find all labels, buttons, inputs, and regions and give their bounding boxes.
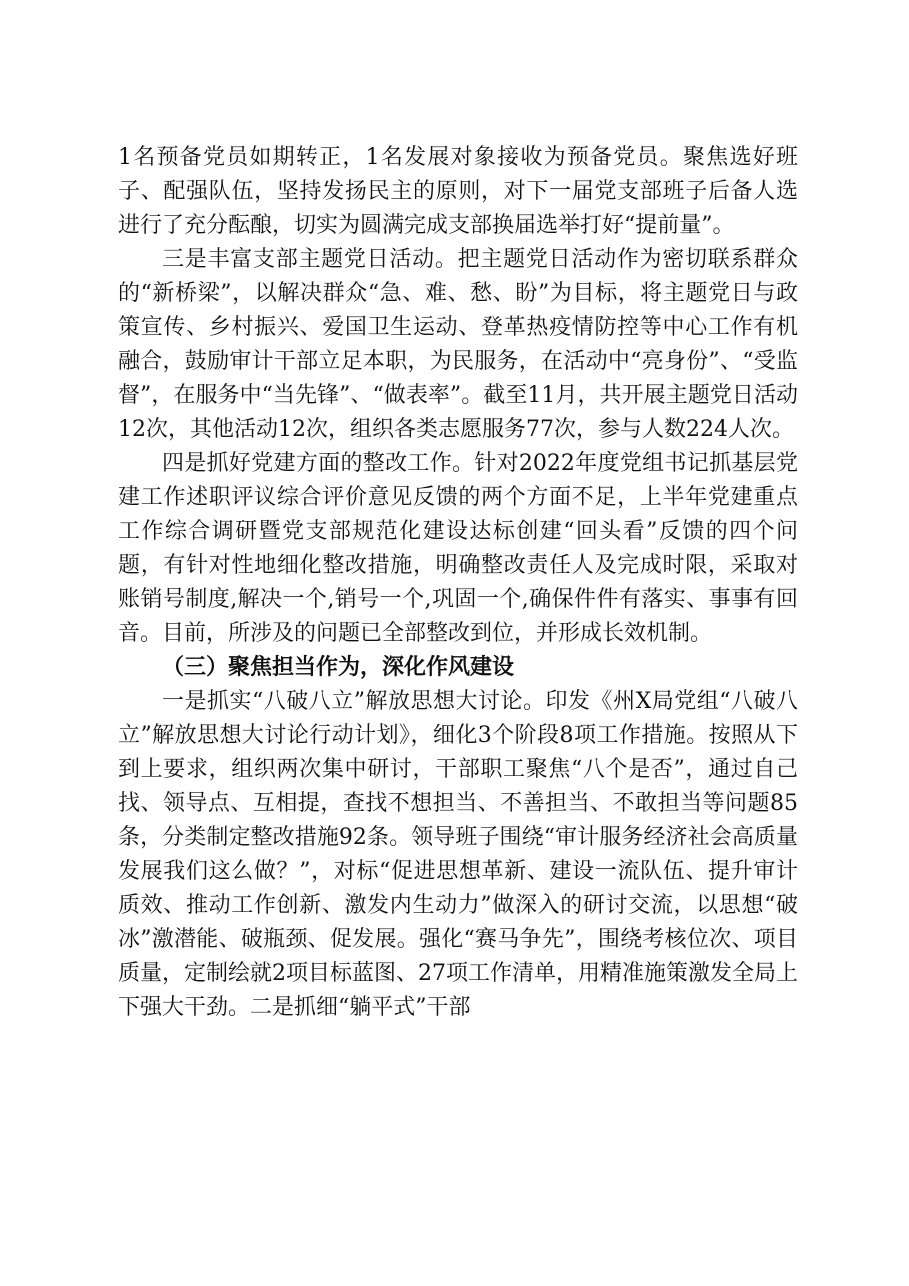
paragraph-ideological-discussion: 一是抓实“八破八立”解放思想大讨论。印发《州X局党组“八破八立”解放思想大讨论行动计划》，细化3个阶段8项工作措施。按照从下到上要求，组织两次集中研讨，干部职工聚焦“八个是否”，通过自己找、领导点、互相提，查找不想担当、不善担当、不敢担当等问题85条，分类制定整改措施92条。领导班子围绕“审计服务经济社会高质量发展我们这么做？”，对标“促进思想革新、建设一流队伍、提升审计质效、推动工作创新、激发内生动力”做深入的研讨交流，以思想“破冰”激潜能、破瓶颈、促发展。强化“赛马争先”，围绕考核位次、项目质量，定制绘就2项目标蓝图、27项工作清单，用精准施策激发全局上下强大干劲。二是抓细“躺平式”干部 (118, 689, 798, 1020)
document-body (118, 141, 798, 1025)
paragraph-party-member-promotion: 1名预备党员如期转正，1名发展对象接收为预备党员。聚焦选好班子、配强队伍，坚持发扬民主的原则，对下一届党支部班子后备人选进行了充分酝酿，切实为圆满完成支部换届选举打好“提前量”。 (118, 145, 798, 238)
section-heading: （三）聚焦担当作为，深化作风建设 (162, 655, 515, 680)
paragraph-rectification-work: 四是抓好党建方面的整改工作。针对2022年度党组书记抓基层党建工作述职评议综合评价意见反馈的两个方面不足，上半年党建重点工作综合调研暨党支部规范化建设达标创建“回头看”反馈的四个问题，有针对性地细化整改措施，明确整改责任人及完成时限，采取对账销号制度,解决一个,销号一个,巩固一个,确保件件有落实、事事有回音。目前，所涉及的问题已全部整改到位，并形成长效机制。 (118, 451, 798, 646)
paragraph-theme-party-day: 三是丰富支部主题党日活动。把主题党日活动作为密切联系群众的“新桥梁”，以解决群众“急、难、愁、盼”为目标，将主题党日与政策宣传、乡村振兴、爱国卫生运动、登革热疫情防控等中心工作有机融合，鼓励审计干部立足本职，为民服务，在活动中“亮身份”、“受监督”，在服务中“当先锋”、“做表率”。截至11月，共开展主题党日活动12次，其他活动12次，组织各类志愿服务77次，参与人数224人次。 (118, 247, 798, 442)
